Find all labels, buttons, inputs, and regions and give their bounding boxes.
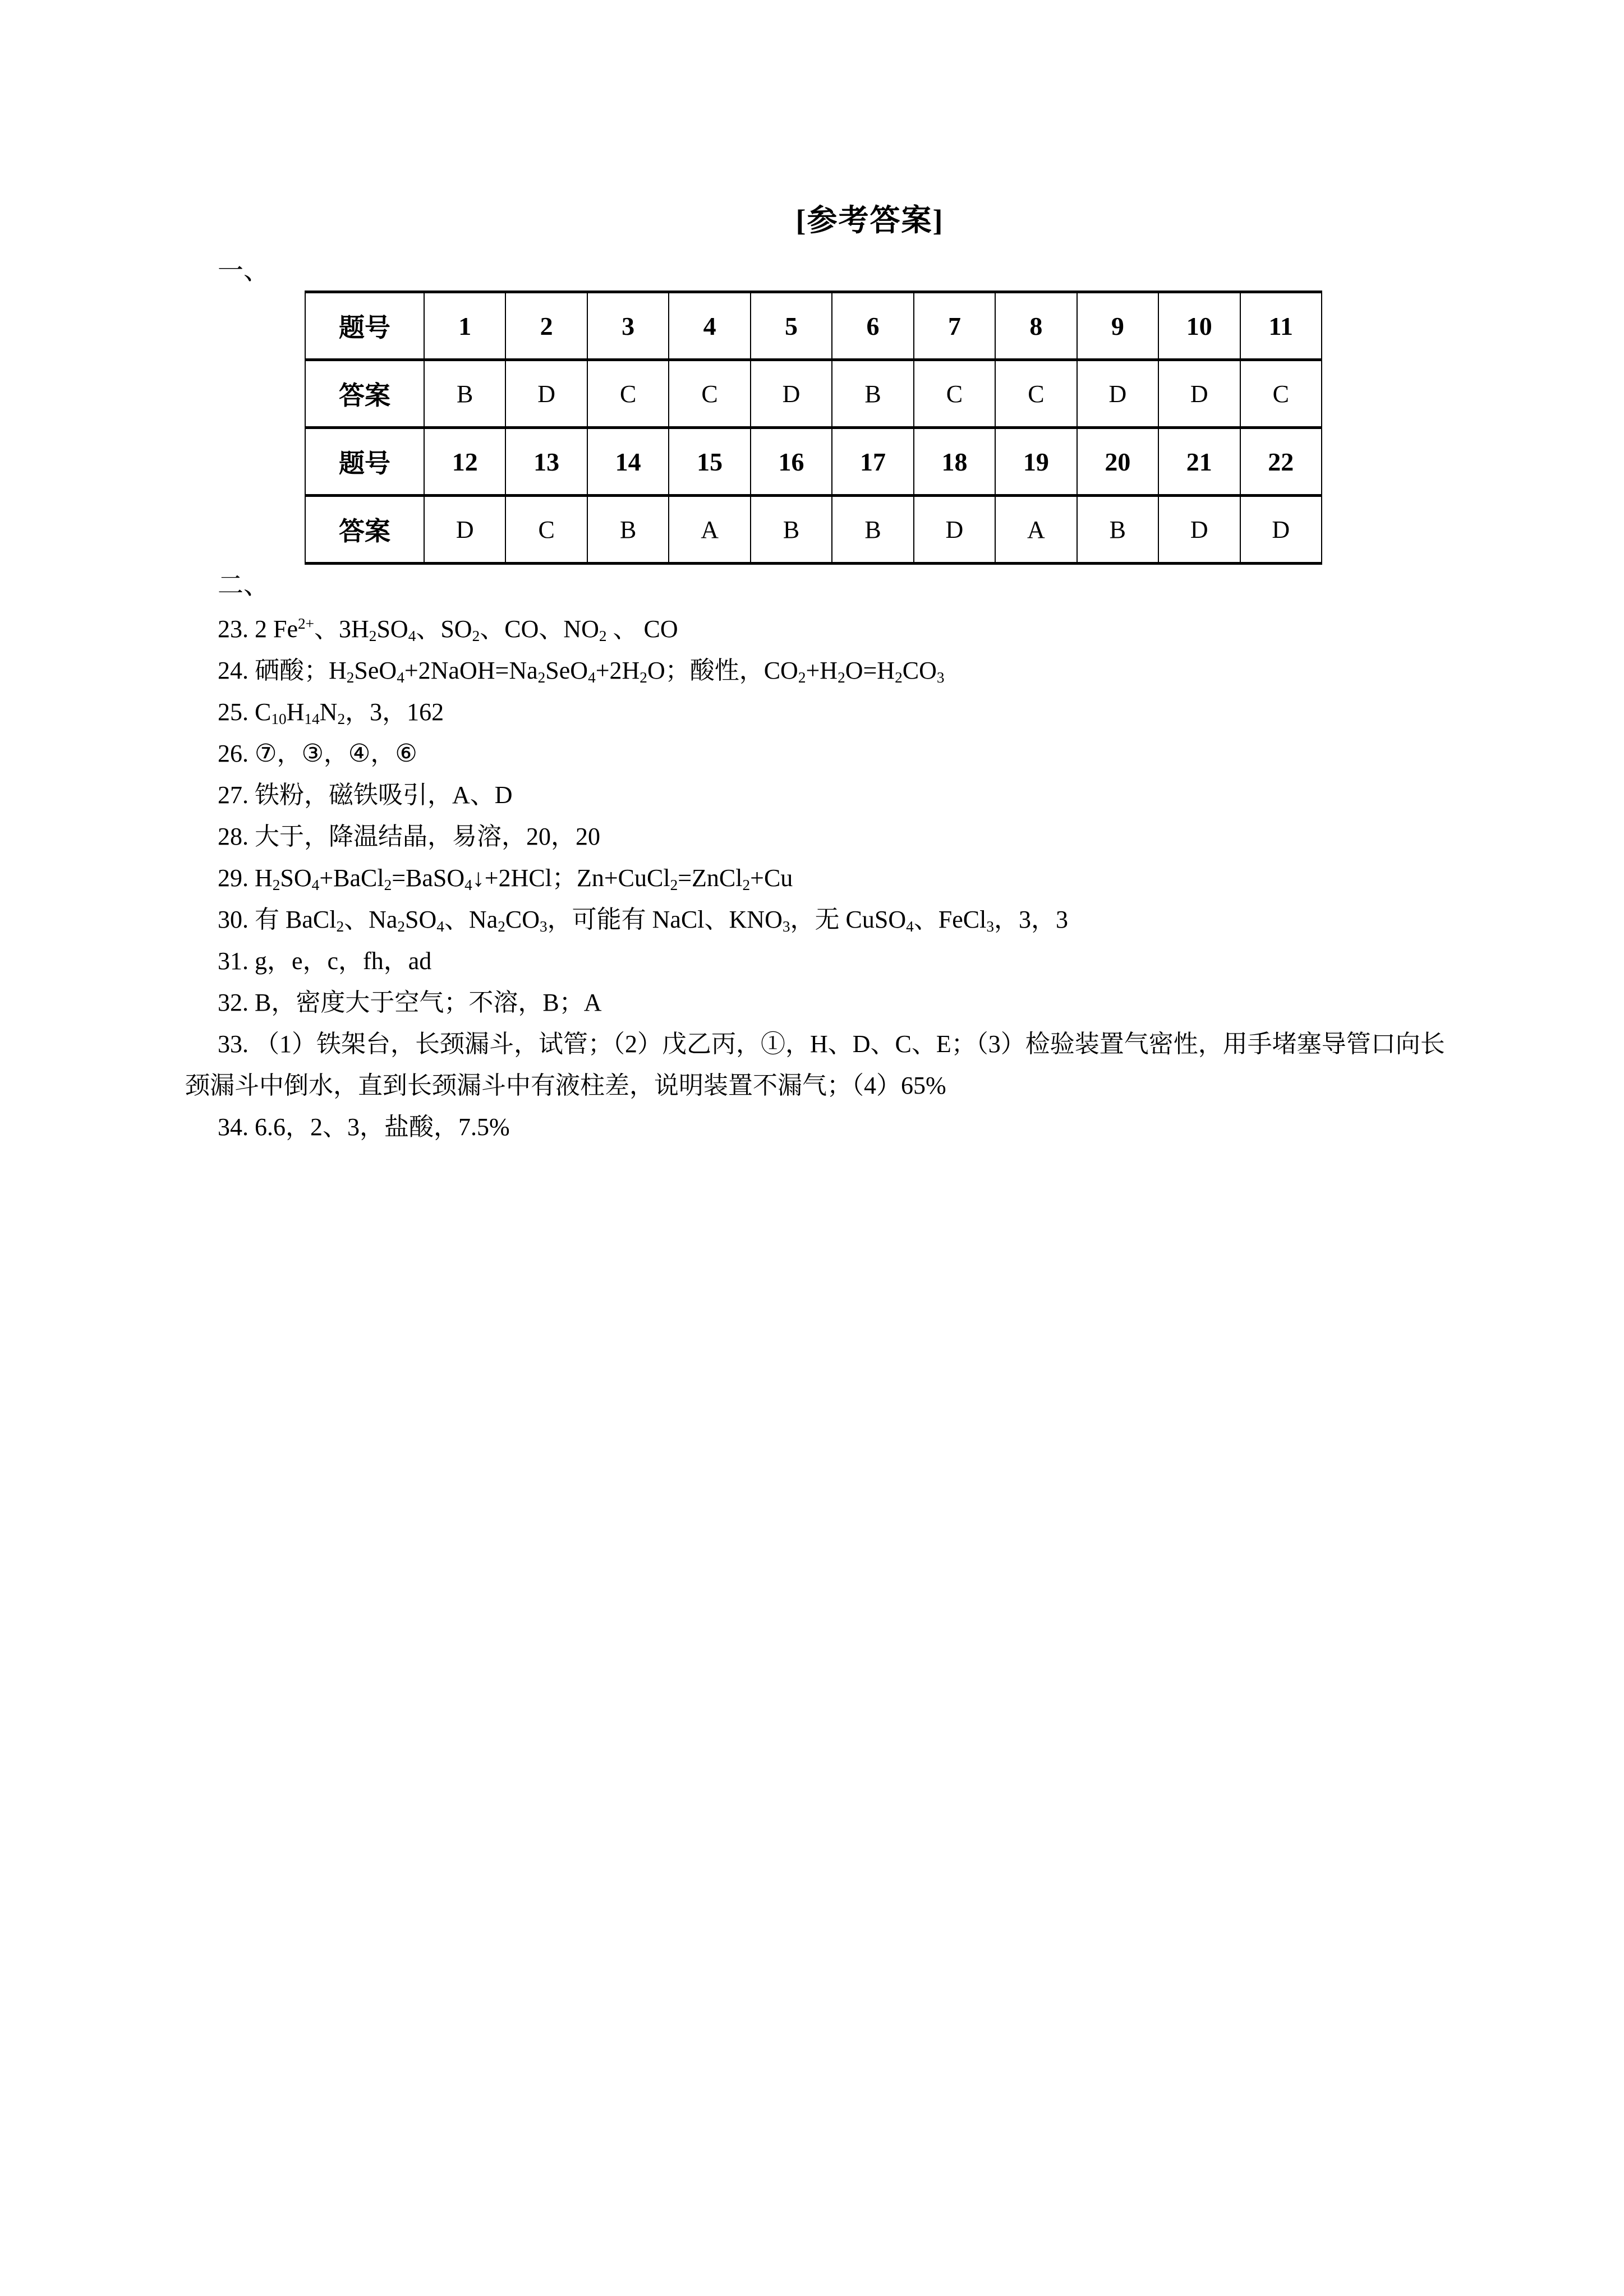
answer-text-segment: 硒酸；H <box>255 657 347 684</box>
answer-letter-cell: C <box>995 360 1076 428</box>
answer-number: 29. <box>218 864 255 892</box>
page-title: [参考答案] <box>795 204 944 237</box>
answer-text-segment: 、Na <box>444 906 498 933</box>
subscript: 10 <box>271 710 287 727</box>
superscript: 2+ <box>298 615 315 632</box>
answer-number: 26. <box>218 740 255 767</box>
subscript: 4 <box>464 876 472 893</box>
subscript: 2 <box>742 876 751 893</box>
answer-letter-cell: B <box>832 496 913 564</box>
answer-line-34 <box>185 1106 1446 1148</box>
answer-letter-cell: C <box>669 360 750 428</box>
answer-text-segment: 、Na <box>344 906 398 933</box>
question-number-cell: 5 <box>751 292 832 360</box>
answer-text-segment: SeO <box>545 657 588 684</box>
answers-section <box>185 608 1446 1148</box>
answer-text-segment: 、SO <box>416 615 472 643</box>
answer-number: 30. <box>218 906 255 933</box>
answer-text-segment: O；酸性，CO <box>647 657 798 684</box>
answer-number: 24. <box>218 657 255 684</box>
question-number-cell: 1 <box>424 292 505 360</box>
answer-text-segment: g，e，c，fh，ad <box>255 947 432 975</box>
answer-text-segment: 有 BaCl <box>255 906 337 933</box>
section-label-2: 二、 <box>218 571 269 600</box>
answer-text-segment: 、3H <box>314 615 369 643</box>
subscript: 2 <box>397 918 406 935</box>
answer-text-segment: 铁粉，磁铁吸引，A、D <box>255 781 513 809</box>
subscript: 2 <box>838 668 845 686</box>
answer-text-segment: 、 CO <box>606 615 678 643</box>
answer-letter-cell: B <box>751 496 832 564</box>
answer-text-segment: ，3，3 <box>993 906 1068 933</box>
subscript: 2 <box>670 876 678 893</box>
table-row <box>305 428 1322 496</box>
answer-letter-cell: D <box>751 360 832 428</box>
subscript: 2 <box>336 918 344 935</box>
question-number-cell: 8 <box>995 292 1076 360</box>
answer-letter-cell: D <box>1077 360 1158 428</box>
subscript: 3 <box>782 918 790 935</box>
question-number-cell: 20 <box>1077 428 1158 496</box>
answer-letter-cell: D <box>1158 360 1240 428</box>
subscript: 3 <box>540 918 548 935</box>
table-row <box>305 360 1322 428</box>
answer-line-32 <box>185 982 1446 1023</box>
question-number-cell: 13 <box>505 428 587 496</box>
answer-letter-cell: D <box>1158 496 1240 564</box>
answer-table <box>305 291 1322 565</box>
subscript: 2 <box>337 710 346 727</box>
answer-letter-cell: A <box>669 496 750 564</box>
answer-text-segment: SO <box>376 615 408 643</box>
answer-text-segment: 、FeCl <box>913 906 987 933</box>
question-number-cell: 3 <box>587 292 669 360</box>
answer-text-segment: N <box>319 698 338 726</box>
question-number-cell: 14 <box>587 428 669 496</box>
subscript: 2 <box>272 876 280 893</box>
answer-text-segment: O=H <box>845 657 895 684</box>
answer-text-segment: ，3，162 <box>345 698 444 726</box>
question-number-cell: 9 <box>1077 292 1158 360</box>
question-number-cell: 4 <box>669 292 750 360</box>
section-label-1: 一、 <box>218 256 269 285</box>
subscript: 4 <box>906 918 914 935</box>
answer-text-segment: SO <box>405 906 437 933</box>
question-number-cell: 6 <box>832 292 913 360</box>
answer-line-25 <box>185 691 1446 733</box>
answer-letter-cell: B <box>587 496 669 564</box>
answer-text-segment: +Cu <box>750 864 793 892</box>
answer-number: 31. <box>218 947 255 975</box>
table-row-header: 答案 <box>305 360 424 428</box>
answer-letter-cell: A <box>995 496 1076 564</box>
table-row-header: 题号 <box>305 428 424 496</box>
question-number-cell: 15 <box>669 428 750 496</box>
answer-line-30 <box>185 899 1446 940</box>
question-number-cell: 12 <box>424 428 505 496</box>
answer-text-segment: SeO <box>354 657 397 684</box>
subscript: 4 <box>311 876 320 893</box>
answer-line-28 <box>185 816 1446 857</box>
answer-number: 25. <box>218 698 255 726</box>
question-number-cell: 11 <box>1240 292 1322 360</box>
table-row-header: 答案 <box>305 496 424 564</box>
table-row-header: 题号 <box>305 292 424 360</box>
answer-text-segment: CO <box>505 906 540 933</box>
answer-letter-cell: B <box>1077 496 1158 564</box>
question-number-cell: 19 <box>995 428 1076 496</box>
question-number-cell: 17 <box>832 428 913 496</box>
answer-text-segment: （1）铁架台，长颈漏斗，试管；（2）戊乙丙，①，H、D、C、E；（3）检验装置气密性，用手堵塞导管口向长颈漏斗中倒水，直到长颈漏斗中有液柱差，说明装置不漏气；（4）65% <box>185 1030 1445 1099</box>
subscript: 2 <box>472 627 480 644</box>
question-number-cell: 2 <box>505 292 587 360</box>
answer-letter-cell: B <box>832 360 913 428</box>
subscript: 4 <box>588 668 596 686</box>
answer-number: 32. <box>218 989 255 1016</box>
answer-text-segment: SO <box>280 864 312 892</box>
answer-text-segment: B，密度大于空气；不溶，B；A <box>255 989 602 1016</box>
answer-text-segment: =BaSO <box>392 864 465 892</box>
subscript: 2 <box>798 668 806 686</box>
answer-line-27 <box>185 774 1446 816</box>
answer-text-segment: +2NaOH=Na <box>404 657 538 684</box>
answer-number: 27. <box>218 781 255 809</box>
answer-text-segment: 、CO、NO <box>480 615 599 643</box>
subscript: 4 <box>397 668 404 686</box>
answer-text-segment: CO <box>902 657 937 684</box>
answer-text-segment: +BaCl <box>319 864 384 892</box>
table-row <box>305 496 1322 564</box>
answer-letter-cell: D <box>1240 496 1322 564</box>
subscript: 2 <box>640 668 647 686</box>
answer-letter-cell: C <box>1240 360 1322 428</box>
question-number-cell: 22 <box>1240 428 1322 496</box>
answer-text-segment: ⑦，③，④，⑥ <box>255 740 417 767</box>
answer-letter-cell: C <box>505 496 587 564</box>
answer-text-segment: =ZnCl <box>678 864 743 892</box>
answer-text-segment: 2 Fe <box>255 615 298 643</box>
table-row <box>305 292 1322 360</box>
subscript: 2 <box>537 668 546 686</box>
answer-line-24 <box>185 650 1446 691</box>
answer-text-segment: 大于，降温结晶，易溶，20，20 <box>255 823 600 850</box>
answer-number: 34. <box>218 1113 255 1141</box>
answer-line-23 <box>185 608 1446 650</box>
question-number-cell: 7 <box>914 292 995 360</box>
answer-line-26 <box>185 733 1446 774</box>
answer-number: 23. <box>218 615 255 643</box>
subscript: 2 <box>498 918 505 935</box>
answer-letter-cell: B <box>424 360 505 428</box>
answer-line-31 <box>185 940 1446 982</box>
answer-number: 33. <box>218 1030 255 1058</box>
answer-letter-cell: D <box>914 496 995 564</box>
subscript: 2 <box>895 668 903 686</box>
answer-text-segment: 6.6，2、3，盐酸，7.5% <box>255 1113 510 1141</box>
subscript: 3 <box>986 918 994 935</box>
answer-text-segment: ，可能有 NaCl、KNO <box>547 906 783 933</box>
subscript: 2 <box>384 876 392 893</box>
answer-text-segment: +H <box>806 657 838 684</box>
answer-number: 28. <box>218 823 255 850</box>
answer-text-segment: H <box>255 864 273 892</box>
question-number-cell: 18 <box>914 428 995 496</box>
subscript: 3 <box>936 668 945 686</box>
subscript: 4 <box>408 627 416 644</box>
answer-line-33 <box>185 1023 1446 1106</box>
subscript: 14 <box>304 710 320 727</box>
answer-text-segment: ，无 CuSO <box>790 906 907 933</box>
subscript: 2 <box>346 668 355 686</box>
answer-letter-cell: C <box>587 360 669 428</box>
subscript: 2 <box>599 627 607 644</box>
answer-text-segment: H <box>286 698 305 726</box>
question-number-cell: 10 <box>1158 292 1240 360</box>
answer-letter-cell: C <box>914 360 995 428</box>
question-number-cell: 16 <box>751 428 832 496</box>
answer-text-segment: C <box>255 698 272 726</box>
subscript: 2 <box>369 627 377 644</box>
answer-line-29 <box>185 857 1446 899</box>
answer-letter-cell: D <box>505 360 587 428</box>
answer-text-segment: ↓+2HCl；Zn+CuCl <box>472 864 670 892</box>
question-number-cell: 21 <box>1158 428 1240 496</box>
subscript: 4 <box>436 918 444 935</box>
answer-text-segment: +2H <box>595 657 640 684</box>
answer-letter-cell: D <box>424 496 505 564</box>
